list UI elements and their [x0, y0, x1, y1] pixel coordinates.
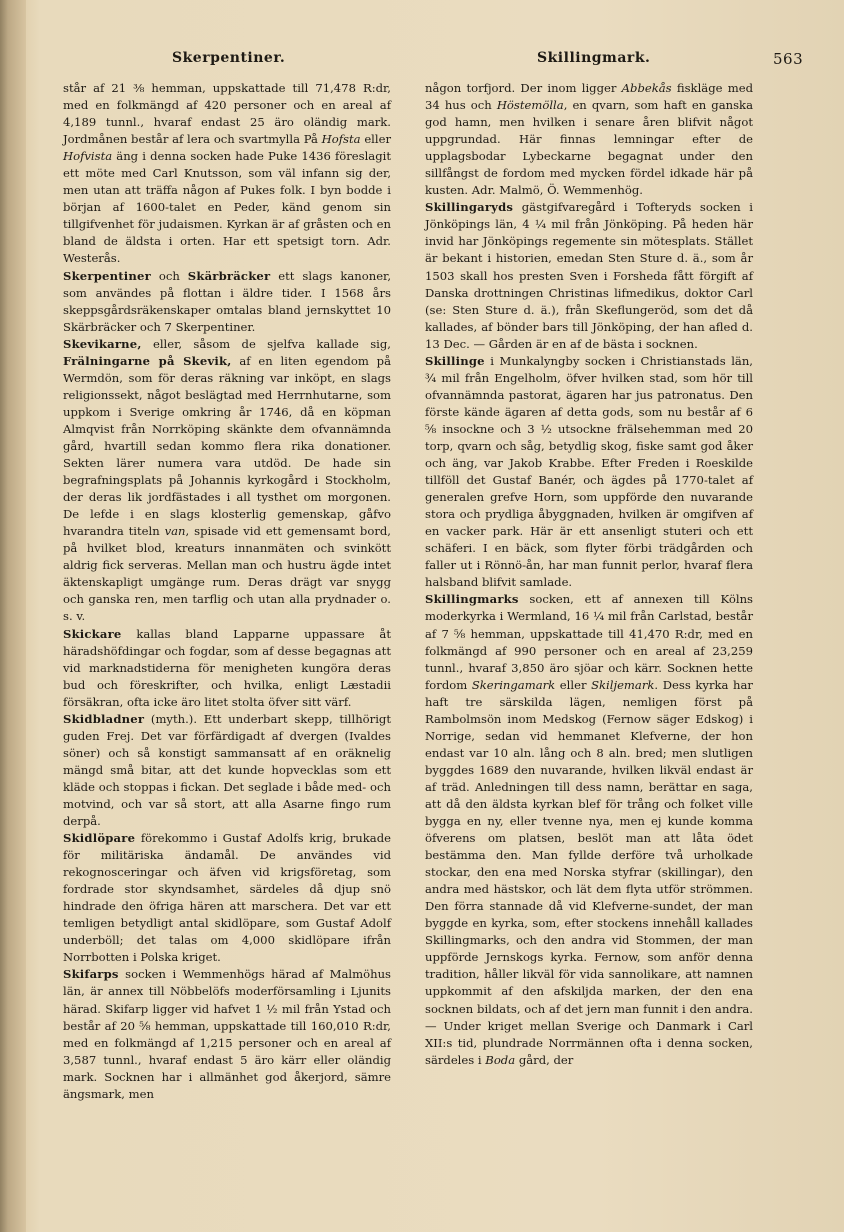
article-text: socken i Wemmenhögs härad af Malmöhus län, är annex till Nöbbelöfs moderförsamling i Ljunits härad. Skifarp ligger vid hafvet 1 ½ mil från Ystad och består af 20 ⅝ hemman, uppskattade till 160,010 R:dr, med en folkmängd af 1,215 personer och en areal af 3,587 tunnl., hvaraf endast 5 äro kärr eller oländig mark. Socknen har i allmänhet god åkerjord, sämre ängsmark, men — [63, 967, 391, 1101]
article-text: gård, der — [515, 1052, 574, 1067]
italic-name: Hofvista — [63, 149, 113, 164]
article-headword: Skillinge — [425, 353, 485, 368]
article-text: af en liten egendom på Wermdön, som för deras räkning var inköpt, en slags religionssekt, något beslägtad med Herrnhutarne, som uppkom i Sverige omkring år 1746, då en köpman Almqvist från Norrköping skänkte dem ofvannämnda gård, hvartill sedan kommo flera rika donationer. Sekten lärer numera vara utdöd. De hade sin begrafningsplats på Johannis kyrkogård i Stockholm, der deras lik jordfästades i all tysthet om morgonen. De lefde i en slags klosterlig gemenskap, gåfvo hvarandra titeln — [63, 353, 391, 539]
article-paragraph — [425, 353, 753, 592]
article-headword: Skillingmarks — [425, 592, 519, 607]
article-headword: Skevikarne, — [63, 336, 142, 351]
article-text: eller, såsom de sjelfva kallade sig, — [141, 336, 391, 351]
article-paragraph — [63, 966, 391, 1102]
article-text: kallas bland Lapparne uppassare åt häradshöfdingar och fogdar, som af desse begagnas att vid marknadstiderna för menigheten kungöra deras bud och föreskrifter, och hvilka, enligt Læstadii försäkran, ofta icke äro litet stolta öfver sitt värf. — [63, 626, 391, 709]
article-text: , en qvarn, som haft en ganska god hamn, men hvilken i senare åren blifvit något uppgrundad. Här finnas lemningar efter de upplagsbodar Lybeckarne begagnat under den sillfångst de fordom med mycken fördel idkade här på kusten. Adr. Malmö, Ö. Wemmenhög. — [425, 98, 753, 198]
italic-name: Abbekås — [621, 81, 672, 95]
article-paragraph — [63, 711, 391, 830]
running-header — [0, 50, 844, 74]
header-left-title: Skerpentiner. — [172, 50, 286, 66]
left-text-column — [63, 80, 391, 1103]
article-headword: Skillingaryds — [425, 200, 514, 215]
article-text: (myth.). Ett underbart skepp, tillhörigt guden Frej. Det var förfärdigadt af dvergen (Ivaldes söner) och så konstigt sammansatt af en oräknelig mängd små bitar, att det kunde hopvecklas som ett kläde och stoppas i fickan. Det seglade i både med- och motvind, och var så stort, att alla Asarne fingo rum derpå. — [63, 711, 391, 829]
article-paragraph — [425, 80, 753, 199]
article-text: ett slags kanoner, som användes på flottan i äldre tider. I 1568 års skeppsgårdsräkenskaper omtalas bland jernskyttet 10 Skärbräcker och 7 Skerpentiner. — [63, 268, 392, 334]
article-text: någon torfjord. Der inom ligger — [425, 81, 622, 95]
article-paragraph — [425, 591, 753, 1068]
article-text: socken, ett af annexen till Kölns moderkyrka i Wermland, 16 ¼ mil från Carlstad, består af 7 ⅝ hemman, uppskattade till 41,470 R:dr, med en folkmängd af 990 personer och en areal af 23,259 tunnl., hvaraf 3,850 äro sjöar och kärr. Socknen hette fordom — [425, 592, 753, 692]
italic-name: Skeringamark — [471, 677, 556, 692]
article-paragraph — [425, 199, 753, 352]
article-headword: Skerpentiner — [63, 268, 151, 283]
article-text: i Munkalyngby socken i Christianstads län, ¾ mil från Engelholm, öfver hvilken stad, som hör till ofvannämnda pastorat, ägaren har jus patronatus. Den förste kände ägaren af detta gods, som nu består af 6 ⅝ insockne och 3 ½ utsockne frälsehemman med 20 torp, qvarn och såg, betydlig skog, fiske samt god åker och äng, var Jakob Krabbe. Efter Freden i Roeskilde tillföll det Gustaf Banér, och ägdes på 1770-talet af generalen grefve Horn, som uppförde den nuvarande stora och prydliga åbyggnaden, hvilken är omgifven af en vacker park. Här är ett ansenligt stuteri och ett schäferi. I en bäck, som flyter förbi trädgården och faller ut i Rönnö-ån, har man funnit perlor, hvaraf flera halsband blifvit samlade. — [425, 353, 753, 590]
article-text: och — [150, 268, 188, 283]
article-text: eller — [360, 132, 391, 147]
article-headword: Skärbräcker — [187, 268, 271, 283]
article-text: fiskläge med 34 hus och — [425, 81, 753, 113]
article-paragraph — [63, 626, 391, 711]
italic-name: Höstemölla — [496, 98, 564, 113]
page-number: 563 — [773, 50, 804, 68]
article-text: förekommo i Gustaf Adolfs krig, brukade för militäriska ändamål. De användes vid rekognosceringar och äfven vid krigsföretag, som fordrade stor skyndsamhet, särdeles då djup snö hindrade den öfriga hären att marschera. Det var ett temligen betydligt antal skidlöpare, som Gustaf Adolf underböll; det talas om 4,000 skidlöpare ifrån Norrbotten i Polska kriget. — [63, 831, 391, 965]
header-right-title: Skillingmark. — [537, 50, 651, 66]
article-headword: Skickare — [63, 626, 122, 641]
article-paragraph — [63, 830, 391, 966]
article-headword: Frälningarne på Skevik, — [63, 353, 232, 368]
article-headword: Skidbladner — [63, 711, 145, 726]
article-text: eller — [555, 677, 592, 692]
italic-name: Hofsta — [321, 132, 361, 147]
article-paragraph — [63, 268, 391, 336]
article-text: står af 21 ⅜ hemman, uppskattade till 71,478 R:dr, med en folkmängd af 420 personer och en areal af 4,189 tunnl., hvaraf endast 25 äro oländig mark. Jordmånen består af lera och svartmylla På — [63, 81, 391, 147]
article-headword: Skifarps — [63, 967, 119, 982]
article-paragraph — [63, 336, 391, 626]
right-text-column — [425, 80, 753, 1069]
article-paragraph — [63, 80, 391, 268]
article-headword: Skidlöpare — [63, 831, 136, 846]
article-text: äng i denna socken hade Puke 1436 föreslagit ett möte med Carl Knutsson, som väl infann sig der, men utan att träffa någon af Pukes folk. I byn bodde i början af 1600-talet en Peder, känd genom sin tillgifvenhet för judaismen. Kyrkan är af gråsten och en bland de äldsta i orten. Har ett spetsigt torn. Adr. Westerås. — [63, 149, 391, 266]
article-text: . Dess kyrka har haft tre särskilda lägen, nemligen först på Rambolmsön inom Medskog (Fernow säger Edskog) i Norrige, sedan vid hemmanet Klefverne, der hon endast var 10 aln. lång och 8 aln. bred; men slutligen byggdes 1689 den nuvarande, hvilken likväl endast är af träd. Anledningen till dess namn, berättar en saga, att då den äldsta kyrkan blef för trång och folket ville bygga en ny, eller tvenne nya, men ej kunde komma öfverens om platsen, beslöt man att låta ödet bestämma den. Man fyllde derföre två urholkade stockar, den ena med Norska styfrar (skillingar), den andra med hästskor, och lät dem flyta utför strömmen. Den förra stannade då vid Klefverne-sundet, der man byggde en kyrka, som, efter stockens innehåll kallades Skillingmarks, och den andra vid Stommen, der man uppförde Jernskogs kyrka. Fernow, som anför denna tradition, håller likväl för vida sannolikare, att namnen uppkommit af den afskiljda marken, der den ena socknen bildats, och af det jern man funnit i den andra. — Under kriget mellan Sverige och Danmark i Carl XII:s tid, plundrade Norrmännen ofta i denna socken, särdeles i — [425, 677, 753, 1067]
article-text: , spisade vid ett gemensamt bord, på hvilket blod, kreaturs innanmäten och svinkött aldrig fick serveras. Mellan man och hustru ägde intet äktenskapligt umgänge rum. Deras drägt var snygg och ganska ren, men tarflig och utan alla prydnader o. s. v. — [63, 524, 391, 624]
italic-name: Boda — [485, 1052, 516, 1067]
article-text: gästgifvaregård i Tofteryds socken i Jönköpings län, 4 ¼ mil från Jönköping. På heden här invid har Jönköpings regemente sin mötesplats. Stället är bekant i historien, emedan Sten Sture d. ä., som år 1503 skall hos presten Sven i Forsheda fått förgift af Danska drottningen Christinas lifmedikus, doktor Carl (se: Sten Sture d. ä.), från Skeflungeröd, som det då kallades, af bönder bars till Jönköping, der han afled d. 13 Dec. — Gården är en af de bästa i socknen. — [425, 200, 753, 351]
italic-name: van — [164, 524, 186, 539]
italic-name: Skiljemark — [591, 677, 655, 692]
page-spine-shadow — [0, 0, 26, 1232]
